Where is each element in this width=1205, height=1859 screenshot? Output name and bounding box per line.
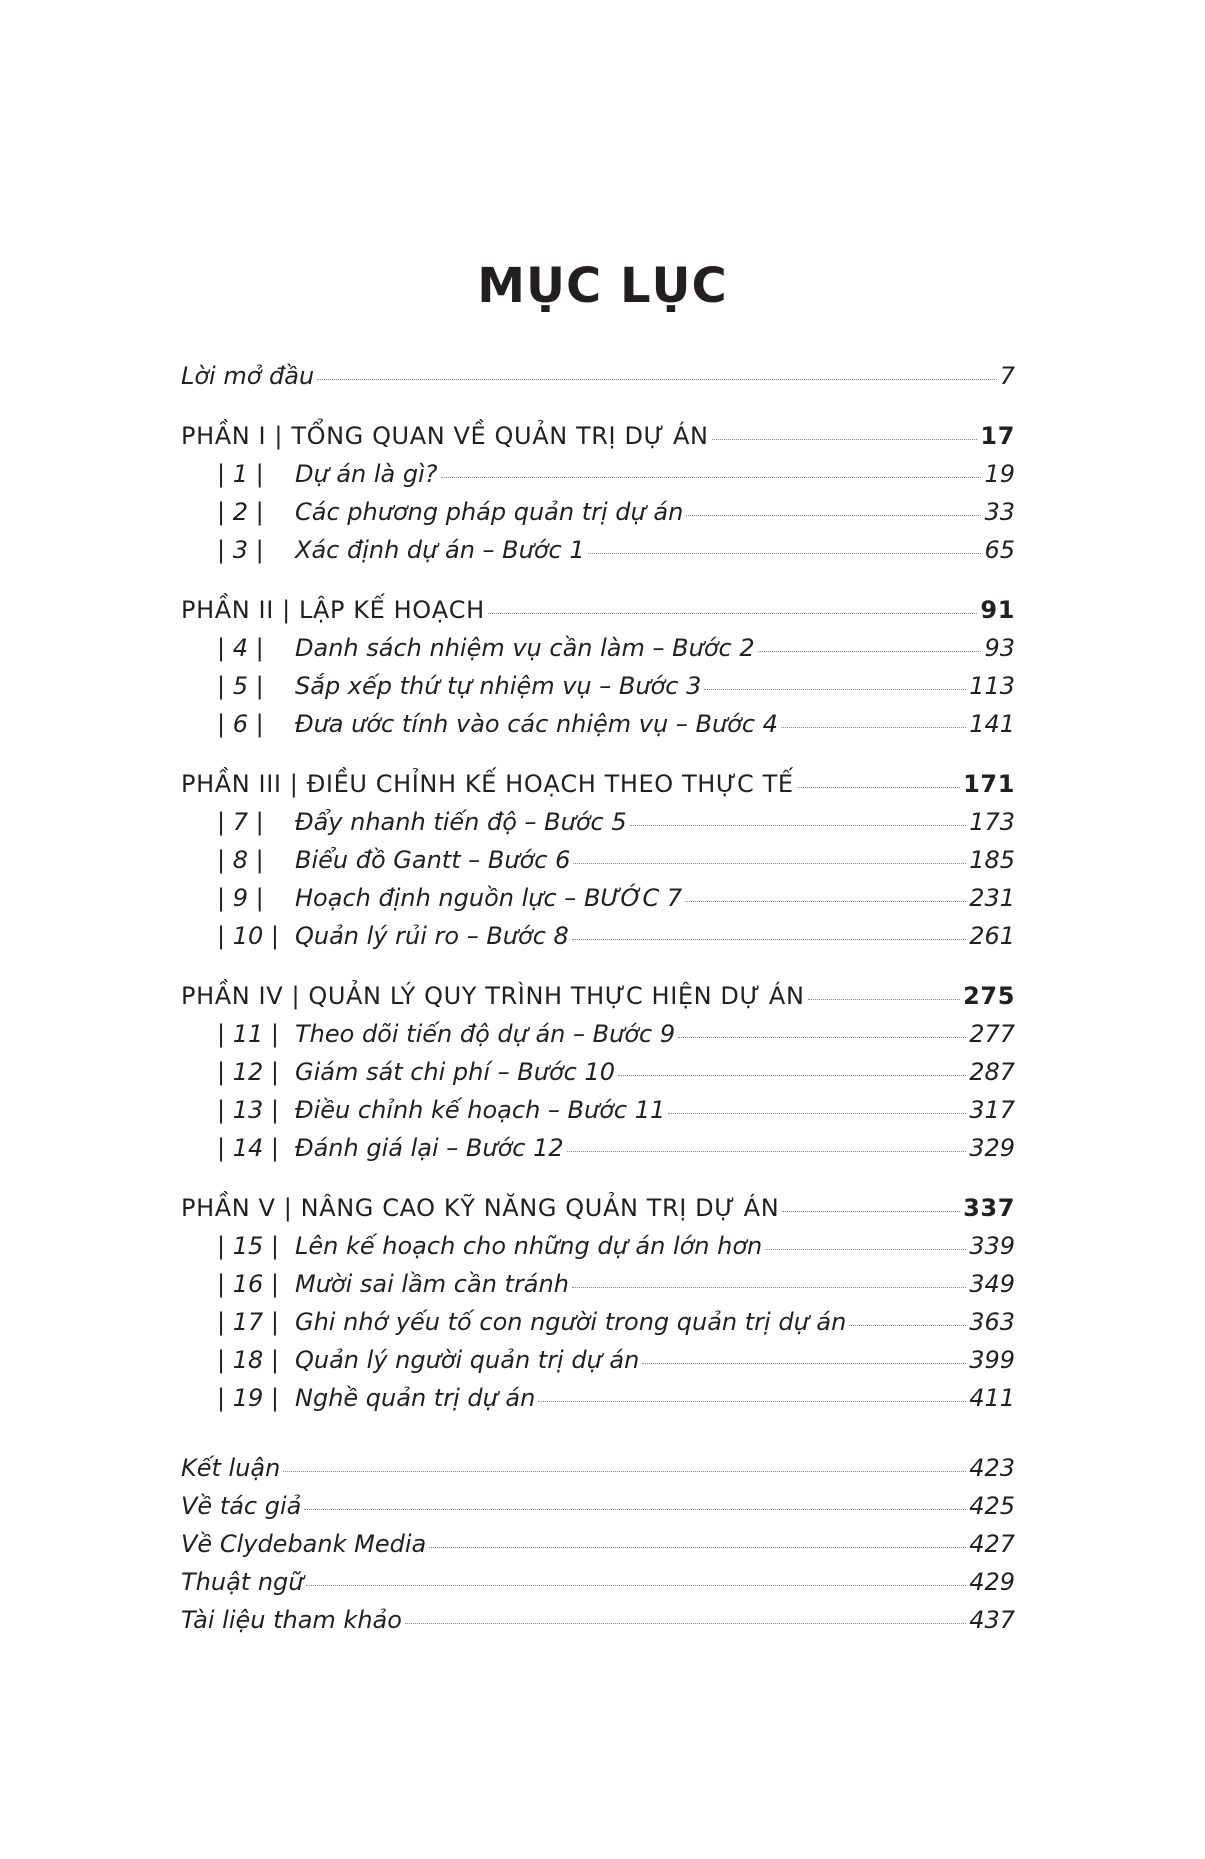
entry-title: Danh sách nhiệm vụ cần làm – Bước 2 [295, 634, 755, 662]
dot-leader [797, 787, 960, 788]
entry-title: PHẦN V | NÂNG CAO KỸ NĂNG QUẢN TRỊ DỰ ÁN [181, 1194, 780, 1222]
page-number: 93 [984, 634, 1015, 662]
toc-part-entry[interactable] [181, 596, 1015, 634]
toc-part-entry[interactable] [181, 1194, 1015, 1232]
dot-leader [317, 379, 997, 380]
page-number: 91 [980, 596, 1015, 624]
page-title: MỤC LỤC [477, 258, 728, 314]
entry-title: Đánh giá lại – Bước 12 [295, 1134, 564, 1162]
entry-title: PHẦN III | ĐIỀU CHỈNH KẾ HOẠCH THEO THỰC TẾ [181, 770, 794, 798]
dot-leader [765, 1249, 966, 1250]
dot-leader [306, 1585, 966, 1586]
toc-part-entry[interactable] [181, 982, 1015, 1020]
page-number: 173 [969, 808, 1015, 836]
toc-chapter-entry[interactable] [181, 710, 1015, 748]
toc-chapter-entry[interactable] [181, 634, 1015, 672]
dot-leader [572, 1287, 966, 1288]
entry-title: Xác định dự án – Bước 1 [295, 536, 585, 564]
page-number: 423 [969, 1454, 1015, 1482]
chapter-number: | 9 | [217, 884, 264, 912]
page-number: 363 [969, 1308, 1015, 1336]
page-number: 185 [969, 846, 1015, 874]
toc-backmatter-entry[interactable] [181, 1568, 1015, 1606]
toc-chapter-entry[interactable] [181, 1384, 1015, 1422]
page-number: 349 [969, 1270, 1015, 1298]
entry-title: Quản lý rủi ro – Bước 8 [295, 922, 569, 950]
page-number: 399 [969, 1346, 1015, 1374]
page-number: 411 [969, 1384, 1015, 1412]
toc-chapter-entry[interactable] [181, 460, 1015, 498]
toc-part-entry[interactable] [181, 422, 1015, 460]
chapter-number: | 11 | [217, 1020, 279, 1048]
toc-chapter-entry[interactable] [181, 498, 1015, 536]
entry-title: Lời mở đầu [181, 362, 315, 390]
toc-chapter-entry[interactable] [181, 884, 1015, 922]
toc-chapter-entry[interactable] [181, 808, 1015, 846]
entry-title: Về tác giả [181, 1492, 302, 1520]
toc-backmatter-entry[interactable] [181, 1492, 1015, 1530]
chapter-number: | 8 | [217, 846, 264, 874]
page-number: 7 [999, 362, 1015, 390]
toc-chapter-entry[interactable] [181, 922, 1015, 960]
toc-chapter-entry[interactable] [181, 1232, 1015, 1270]
page-number: 337 [963, 1194, 1015, 1222]
chapter-number: | 15 | [217, 1232, 279, 1260]
entry-title: Đưa ước tính vào các nhiệm vụ – Bước 4 [295, 710, 778, 738]
entry-title: Quản lý người quản trị dự án [295, 1346, 640, 1374]
dot-leader [405, 1623, 966, 1624]
chapter-number: | 5 | [217, 672, 264, 700]
entry-title: Tài liệu tham khảo [181, 1606, 402, 1634]
entry-title: Kết luận [181, 1454, 281, 1482]
page-number: 429 [969, 1568, 1015, 1596]
entry-title: Theo dõi tiến độ dự án – Bước 9 [295, 1020, 676, 1048]
dot-leader [668, 1113, 966, 1114]
entry-title: Ghi nhớ yếu tố con người trong quản trị dự án [295, 1308, 847, 1336]
chapter-number: | 14 | [217, 1134, 279, 1162]
dot-leader [618, 1075, 966, 1076]
chapter-number: | 13 | [217, 1096, 279, 1124]
toc-chapter-entry[interactable] [181, 536, 1015, 574]
chapter-number: | 7 | [217, 808, 264, 836]
entry-title: Dự án là gì? [295, 460, 438, 488]
page-number: 427 [969, 1530, 1015, 1558]
chapter-number: | 1 | [217, 460, 264, 488]
page-number: 437 [969, 1606, 1015, 1634]
chapter-number: | 2 | [217, 498, 264, 526]
page-number: 339 [969, 1232, 1015, 1260]
entry-title: Về Clydebank Media [181, 1530, 427, 1558]
page-number: 231 [969, 884, 1015, 912]
page-number: 275 [963, 982, 1015, 1010]
page-number: 141 [969, 710, 1015, 738]
dot-leader [429, 1547, 966, 1548]
entry-title: Điều chỉnh kế hoạch – Bước 11 [295, 1096, 666, 1124]
entry-title: Giám sát chi phí – Bước 10 [295, 1058, 616, 1086]
entry-title: PHẦN II | LẬP KẾ HOẠCH [181, 596, 485, 624]
toc-chapter-entry[interactable] [181, 846, 1015, 884]
entry-title: Lên kế hoạch cho những dự án lớn hơn [295, 1232, 763, 1260]
chapter-number: | 6 | [217, 710, 264, 738]
toc-entry-intro[interactable] [181, 362, 1015, 400]
page-number: 19 [984, 460, 1015, 488]
toc-chapter-entry[interactable] [181, 1058, 1015, 1096]
entry-title: PHẦN IV | QUẢN LÝ QUY TRÌNH THỰC HIỆN DỰ ÁN [181, 982, 805, 1010]
dot-leader [573, 863, 966, 864]
dot-leader [678, 1037, 966, 1038]
dot-leader [758, 651, 982, 652]
dot-leader [782, 1211, 960, 1212]
dot-leader [441, 477, 982, 478]
dot-leader [781, 727, 966, 728]
toc-chapter-entry[interactable] [181, 1308, 1015, 1346]
dot-leader [704, 689, 966, 690]
chapter-number: | 10 | [217, 922, 279, 950]
entry-title: Thuật ngữ [181, 1568, 304, 1596]
dot-leader [849, 1325, 966, 1326]
toc-backmatter-entry[interactable] [181, 1454, 1015, 1492]
page-number: 425 [969, 1492, 1015, 1520]
entry-title: Hoạch định nguồn lực – BƯỚC 7 [295, 884, 683, 912]
page-number: 65 [984, 536, 1015, 564]
entry-title: Sắp xếp thứ tự nhiệm vụ – Bước 3 [295, 672, 702, 700]
page-number: 171 [963, 770, 1015, 798]
page-number: 287 [969, 1058, 1015, 1086]
chapter-number: | 4 | [217, 634, 264, 662]
entry-title: PHẦN I | TỔNG QUAN VỀ QUẢN TRỊ DỰ ÁN [181, 422, 709, 450]
entry-title: Mười sai lầm cần tránh [295, 1270, 569, 1298]
entry-title: Các phương pháp quản trị dự án [295, 498, 684, 526]
dot-leader [588, 553, 982, 554]
page-number: 17 [980, 422, 1015, 450]
toc-chapter-entry[interactable] [181, 672, 1015, 710]
dot-leader [538, 1401, 966, 1402]
page-number: 317 [969, 1096, 1015, 1124]
dot-leader [712, 439, 978, 440]
entry-title: Đẩy nhanh tiến độ – Bước 5 [295, 808, 627, 836]
dot-leader [642, 1363, 966, 1364]
dot-leader [304, 1509, 966, 1510]
toc-backmatter-entry[interactable] [181, 1530, 1015, 1568]
page-number: 261 [969, 922, 1015, 950]
dot-leader [572, 939, 966, 940]
dot-leader [686, 515, 981, 516]
chapter-number: | 17 | [217, 1308, 279, 1336]
toc-chapter-entry[interactable] [181, 1346, 1015, 1384]
chapter-number: | 3 | [217, 536, 264, 564]
chapter-number: | 18 | [217, 1346, 279, 1374]
toc-chapter-entry[interactable] [181, 1134, 1015, 1172]
chapter-number: | 12 | [217, 1058, 279, 1086]
dot-leader [685, 901, 966, 902]
dot-leader [567, 1151, 967, 1152]
chapter-number: | 19 | [217, 1384, 279, 1412]
entry-title: Nghề quản trị dự án [295, 1384, 536, 1412]
page-number: 277 [969, 1020, 1015, 1048]
dot-leader [630, 825, 967, 826]
chapter-number: | 16 | [217, 1270, 279, 1298]
page-number: 113 [969, 672, 1015, 700]
table-of-contents [181, 362, 1015, 1644]
page-number: 33 [984, 498, 1015, 526]
page-number: 329 [969, 1134, 1015, 1162]
dot-leader [808, 999, 961, 1000]
toc-backmatter-entry[interactable] [181, 1606, 1015, 1644]
toc-part-entry[interactable] [181, 770, 1015, 808]
dot-leader [283, 1471, 966, 1472]
toc-chapter-entry[interactable] [181, 1096, 1015, 1134]
dot-leader [488, 613, 978, 614]
toc-chapter-entry[interactable] [181, 1020, 1015, 1058]
entry-title: Biểu đồ Gantt – Bước 6 [295, 846, 571, 874]
toc-chapter-entry[interactable] [181, 1270, 1015, 1308]
